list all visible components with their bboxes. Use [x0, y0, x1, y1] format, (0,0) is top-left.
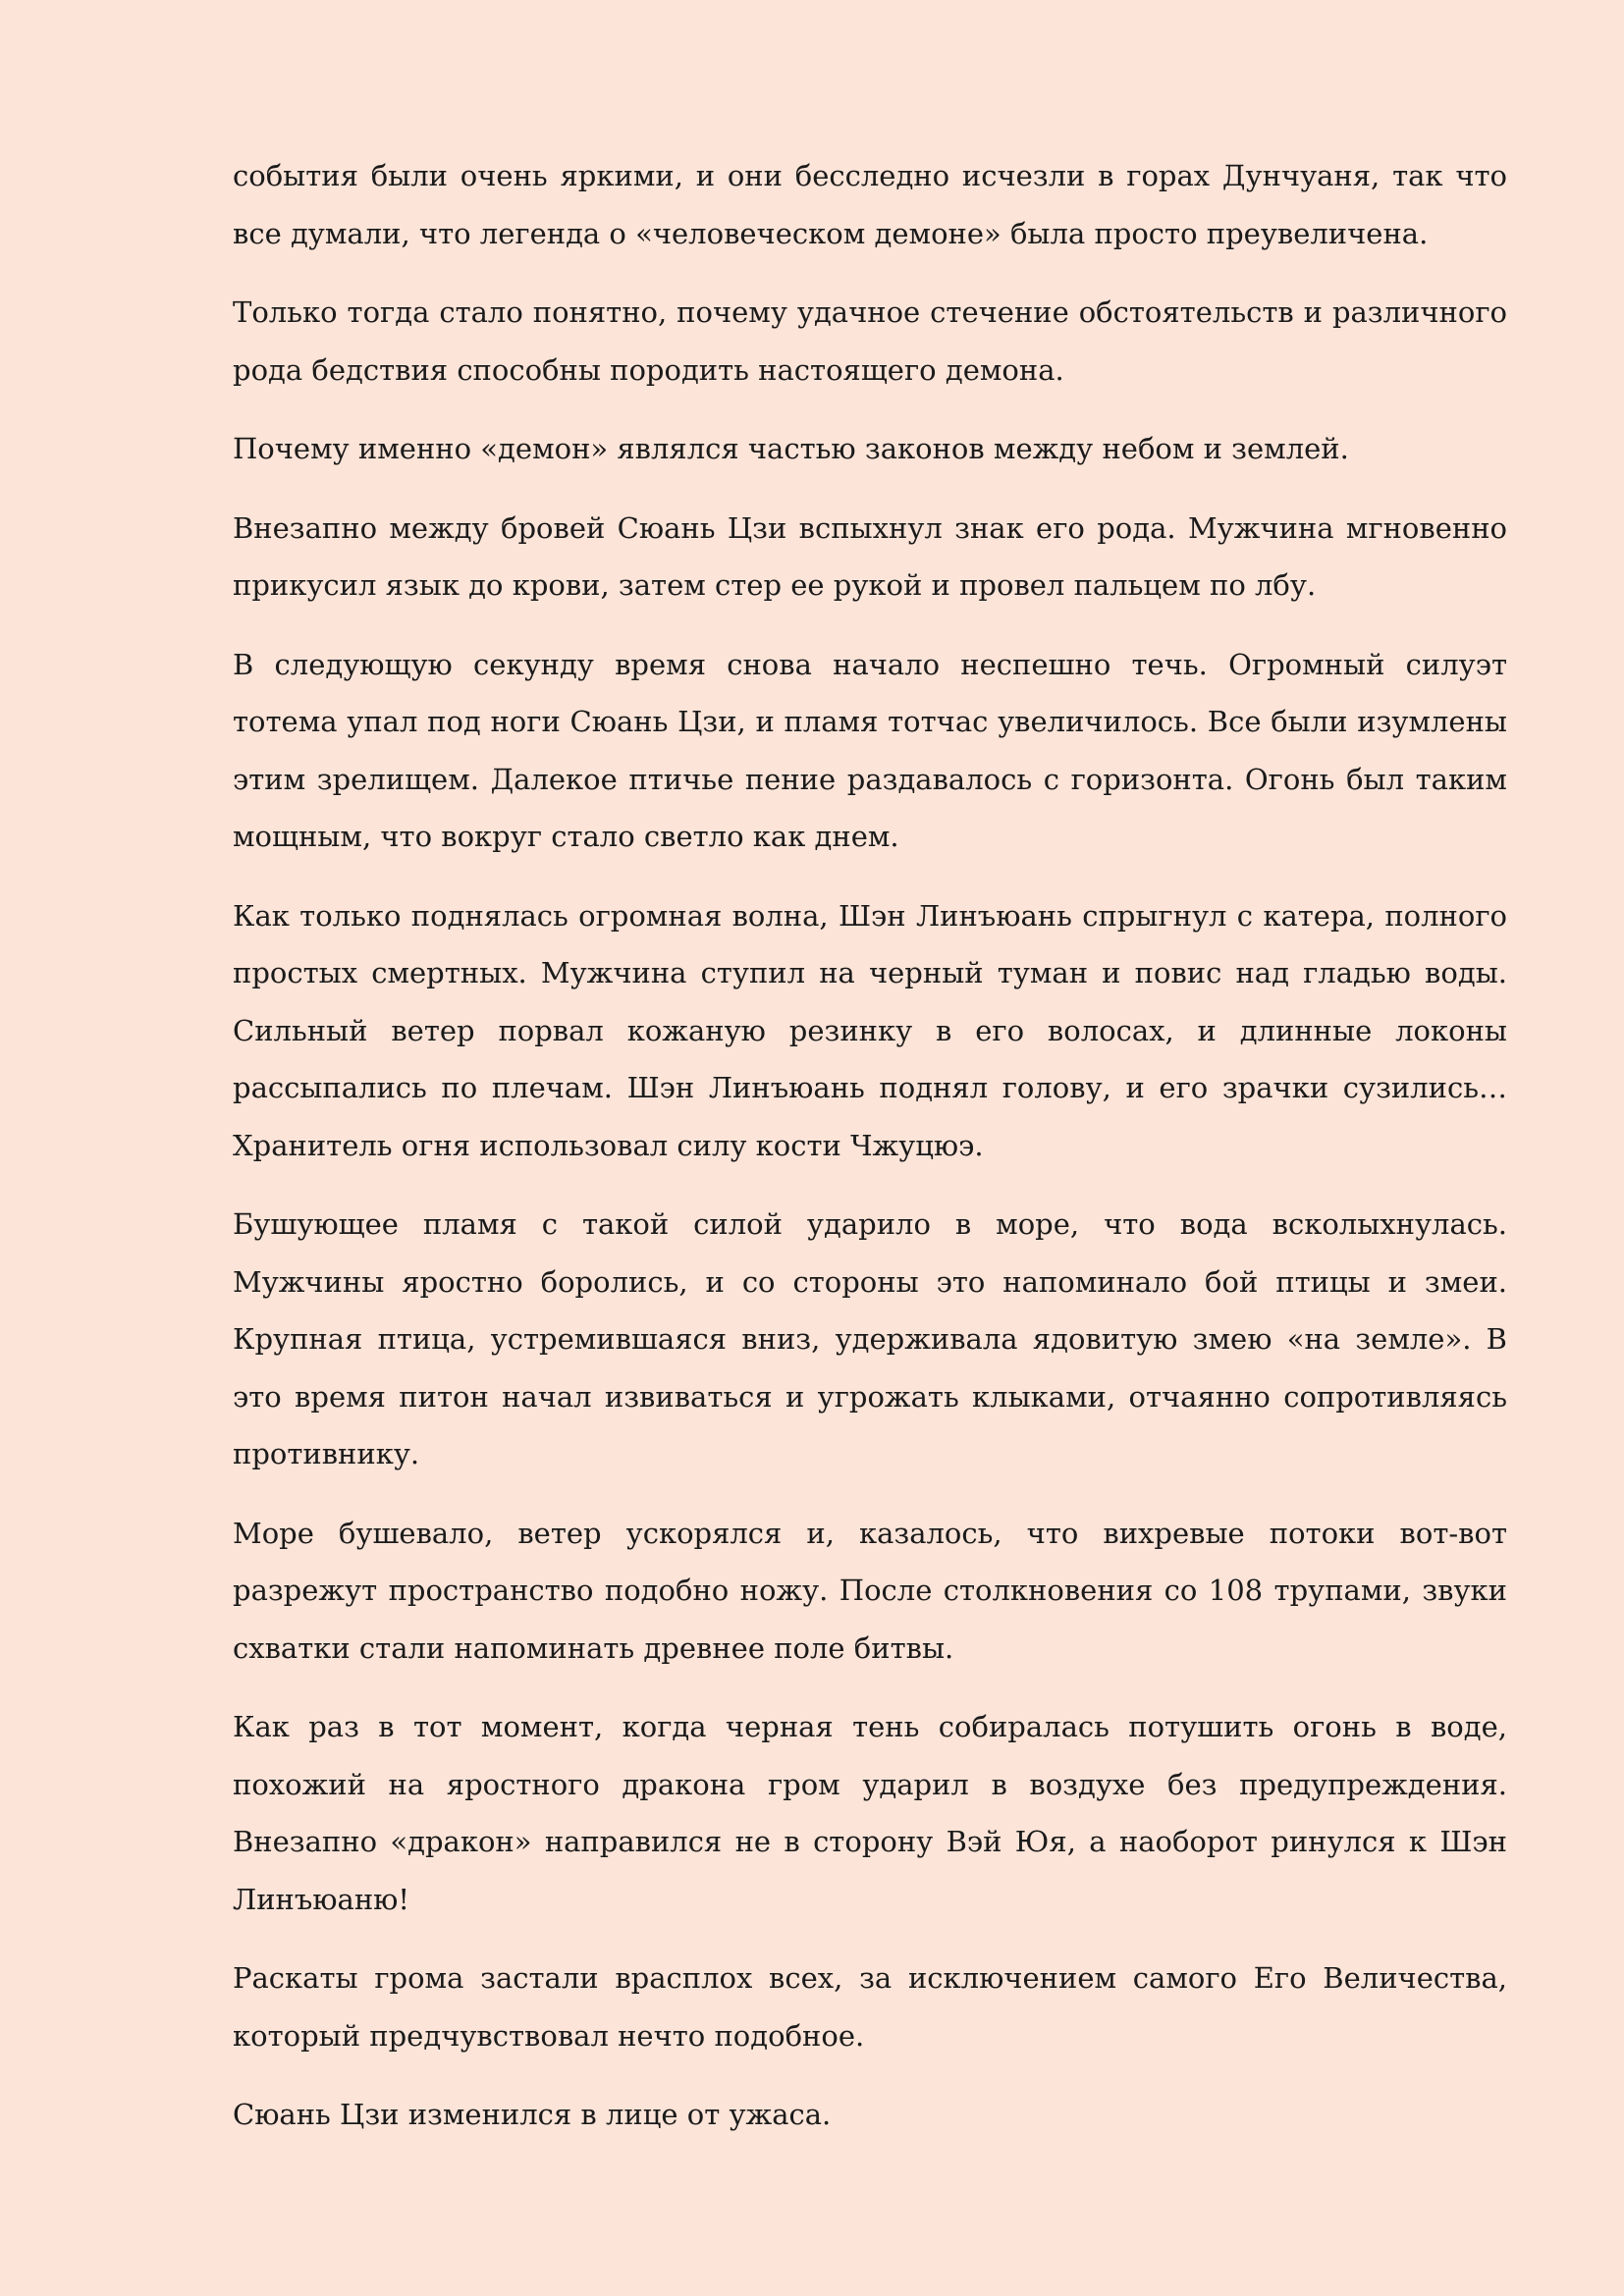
paragraph-6: Как только поднялась огромная волна, Шэн Линъюань спрыгнул с катера, полного простых смертных. Мужчина ступил на черный туман и повис над гладью воды. Сильный ветер порвал кожаную резинку в его волосах, и длинные локоны рассыпались по плечам. Шэн Линъюань поднял голову, и его зрачки сузились… Хранитель огня использовал силу кости Чжуцюэ.	[233, 898, 1507, 1162]
paragraph-7: Бушующее пламя с такой силой ударило в море, что вода всколыхнулась. Мужчины яростно боролись, и со стороны это напоминало бой птицы и змеи. Крупная птица, устремившаяся вниз, удерживала ядовитую змею «на земле». В это время питон начал извиваться и угрожать клыками, отчаянно сопротивляясь противнику.	[233, 1207, 1507, 1470]
paragraph-11: Сюань Цзи изменился в лице от ужаса.	[233, 2098, 832, 2131]
paragraph-5: В следующую секунду время снова начало неспешно течь. Огромный силуэт тотема упал под ноги Сюань Цзи, и пламя тотчас увеличилось. Все были изумлены этим зрелищем. Далекое птичье пение раздавалось с горизонта. Огонь был таким мощным, что вокруг стало светло как днем.	[233, 647, 1507, 853]
paragraph-8: Море бушевало, ветер ускорялся и, казалось, что вихревые потоки вот-вот разрежут пространство подобно ножу. После столкновения со 108 трупами, звуки схватки стали напоминать древнее поле битвы.	[233, 1516, 1507, 1665]
document-page	[233, 147, 1507, 2165]
paragraph-2: Только тогда стало понятно, почему удачное стечение обстоятельств и различного рода бедствия способны породить настоящего демона.	[233, 295, 1507, 387]
paragraph-10: Раскаты грома застали врасплох всех, за исключением самого Его Величества, который предчувствовал нечто подобное.	[233, 1961, 1507, 2053]
paragraph-3: Почему именно «демон» являлся частью законов между небом и землей.	[233, 432, 1349, 465]
paragraph-9: Как раз в тот момент, когда черная тень собиралась потушить огонь в воде, похожий на яростного дракона гром ударил в воздухе без предупреждения. Внезапно «дракон» направился не в сторону Вэй Юя, а наоборот ринулся к Шэн Линъюаню!	[233, 1710, 1507, 1916]
paragraph-1: события были очень яркими, и они бесследно исчезли в горах Дунчуаня, так что все думали, что легенда о «человеческом демоне» была просто преувеличена.	[233, 159, 1507, 250]
paragraph-4: Внезапно между бровей Сюань Цзи вспыхнул знак его рода. Мужчина мгновенно прикусил язык до крови, затем стер ее рукой и провел пальцем по лбу.	[233, 510, 1507, 602]
